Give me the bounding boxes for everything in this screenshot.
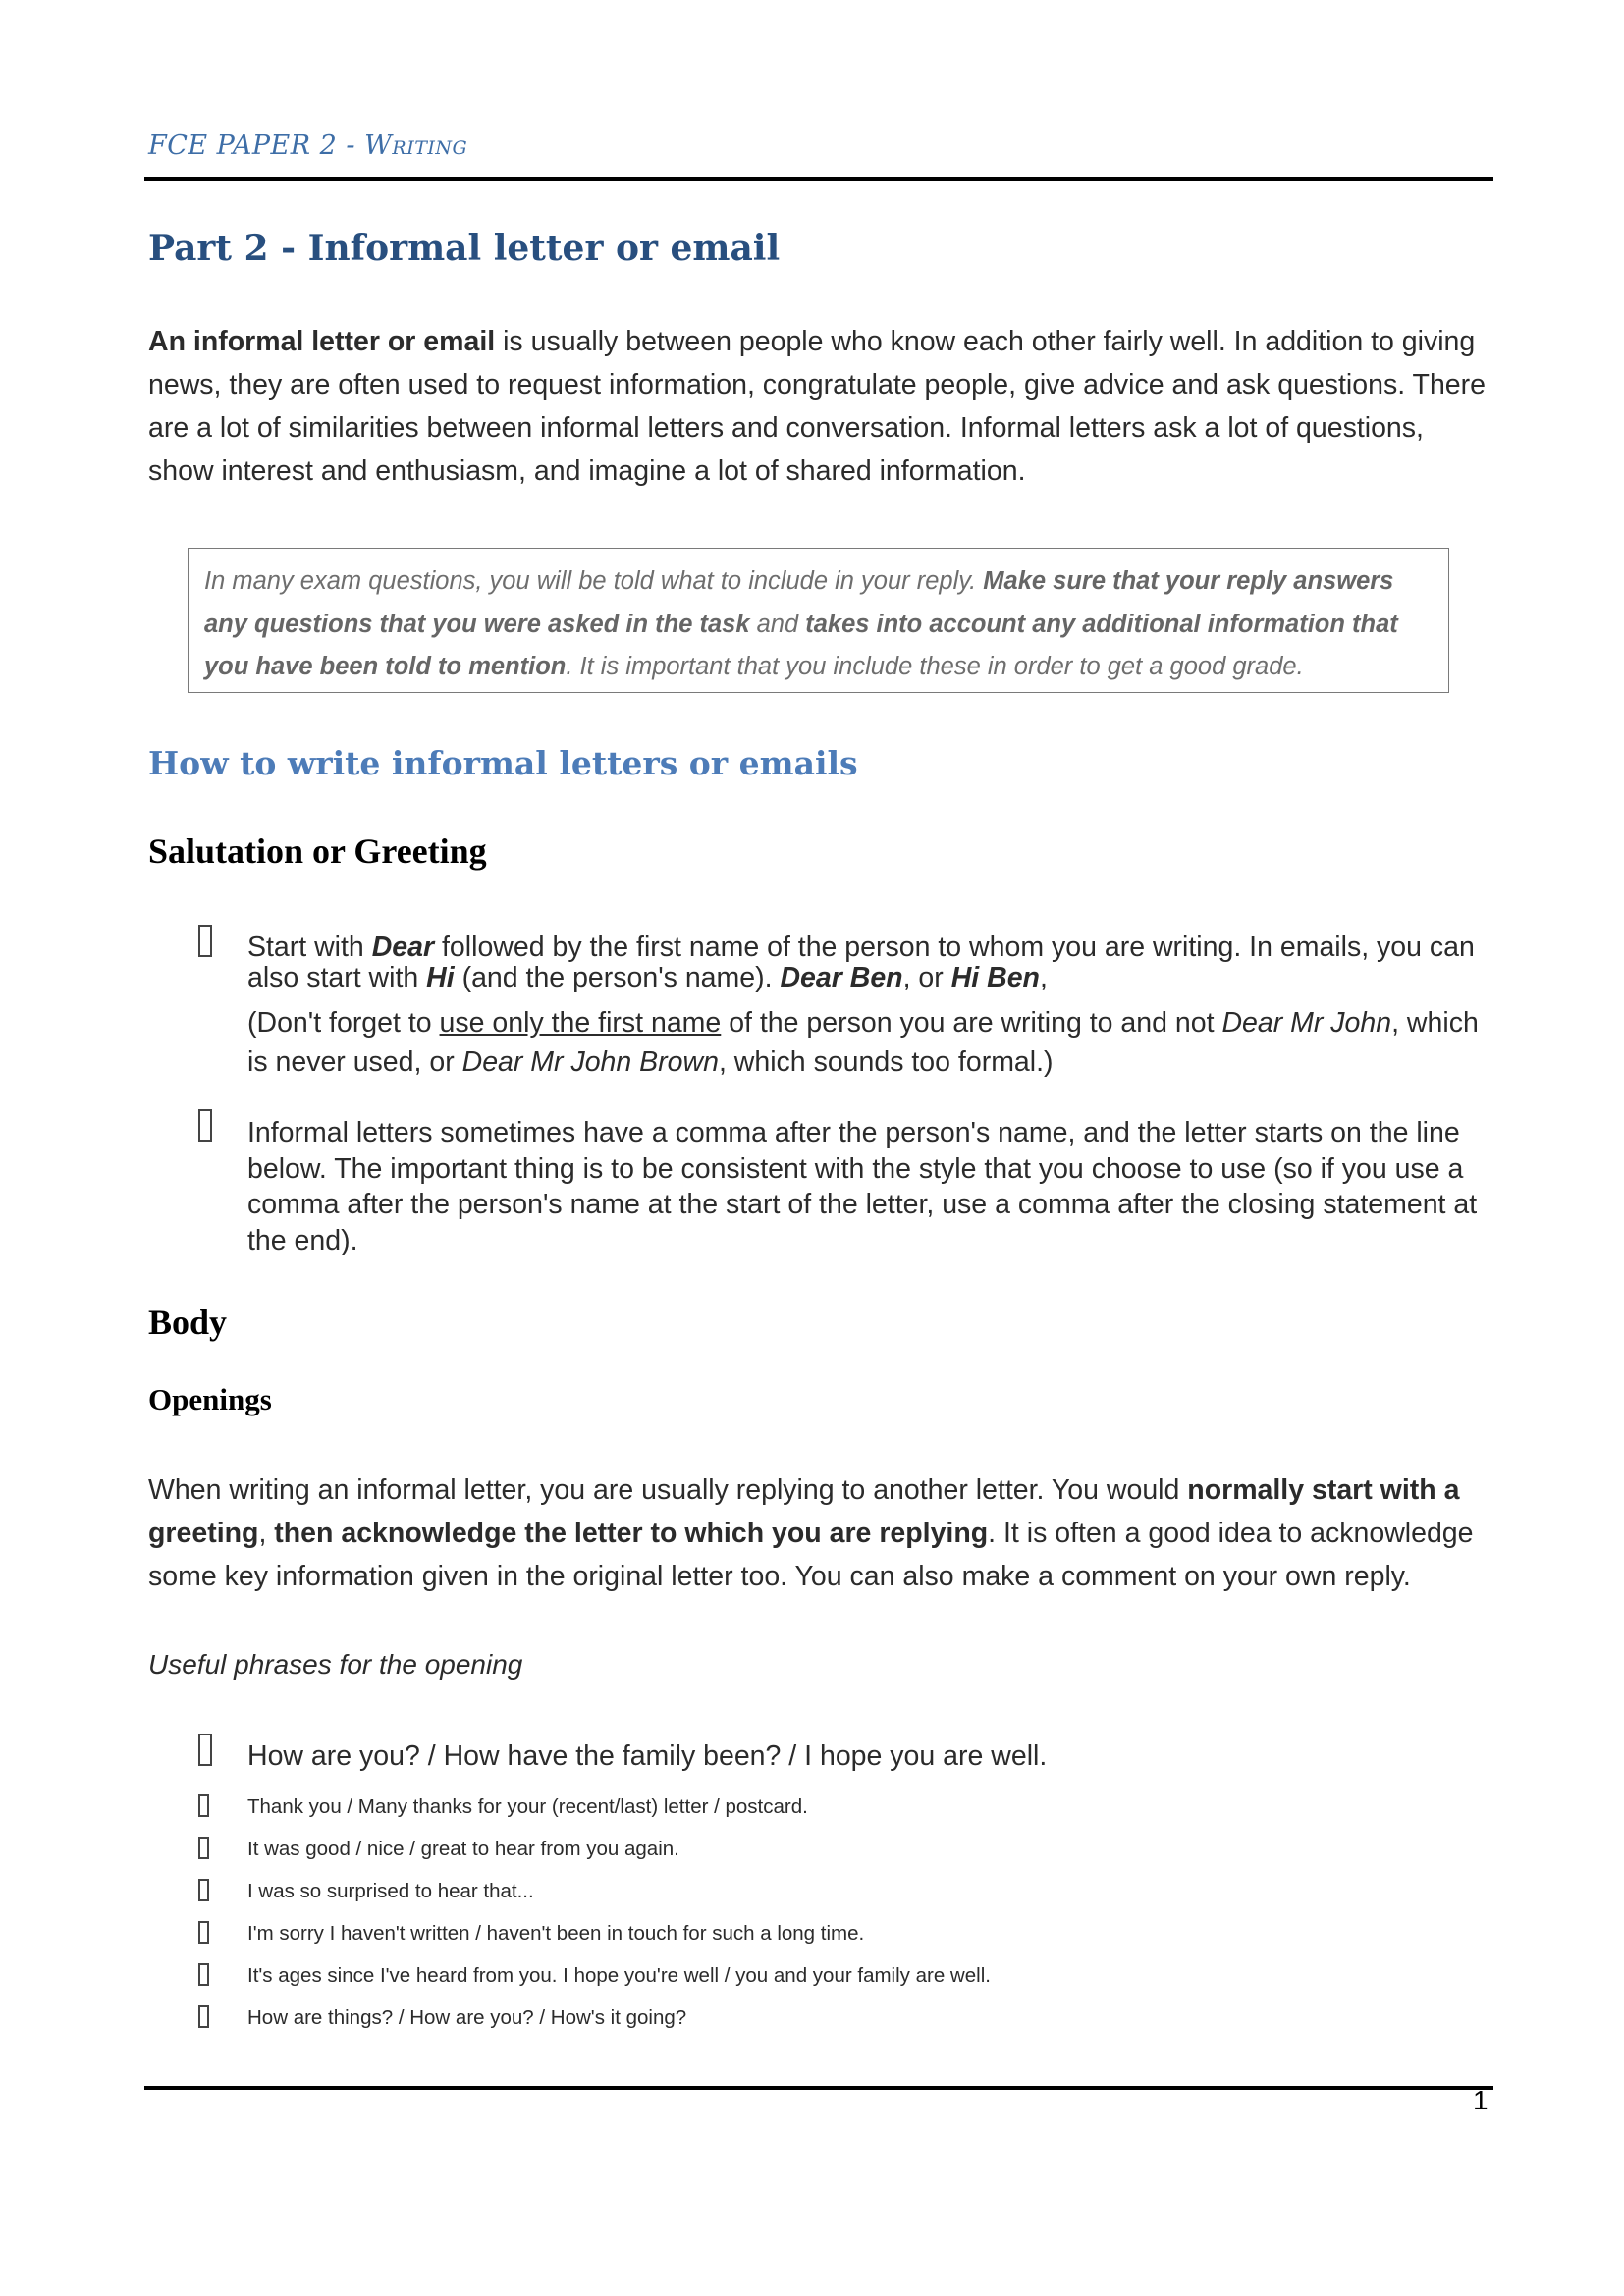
running-header xyxy=(148,131,467,161)
page-number: 1 xyxy=(1473,2085,1489,2115)
footer-rule xyxy=(144,2086,1493,2090)
bullet-box-icon xyxy=(198,925,212,957)
op-text-3: . It is often a good idea to acknowledge some key information given in the original letter too. You can also make a comment on your own reply. xyxy=(148,1518,1474,1592)
salutation-bullet-1 xyxy=(247,933,1492,993)
b1-hi-ben: Hi Ben xyxy=(950,962,1040,993)
body-heading: Body xyxy=(148,1303,228,1342)
b1-text-5: , xyxy=(1039,962,1048,993)
op-text-2: , xyxy=(258,1518,275,1549)
b1-text-4: , or xyxy=(902,962,951,993)
phrase-item: Thank you / Many thanks for your (recent/last) letter / postcard. xyxy=(247,1795,808,1818)
salutation-bullet-1-note xyxy=(247,1003,1492,1082)
phrase-item: It was good / nice / great to hear from you again. xyxy=(247,1838,679,1860)
b1-text-1: Start with xyxy=(247,932,372,963)
bullet-box-icon xyxy=(198,1921,209,1944)
bullet-box-icon xyxy=(198,1794,209,1817)
openings-subheading: Openings xyxy=(148,1382,272,1416)
b1n-text-3: , which is never used, or xyxy=(247,1007,1479,1078)
phrase-item: How are you? / How have the family been? / I hope you are well. xyxy=(247,1740,1048,1772)
b1n-italic-2: Dear Mr John Brown xyxy=(461,1046,719,1078)
header-rule xyxy=(144,177,1493,181)
b1n-text-1: (Don't forget to xyxy=(247,1007,440,1039)
bullet-box-icon xyxy=(198,1109,212,1142)
bullet-box-icon xyxy=(198,1734,212,1766)
exam-note-box xyxy=(188,548,1449,693)
salutation-bullet-2: Informal letters sometimes have a comma after the person's name, and the letter starts on the line below. The important thing is to be consistent with the style that you choose to use (so if you use a comma after the person's name at the start of the letter, use a comma after the closing statement at the end). xyxy=(247,1117,1478,1256)
bullet-box-icon xyxy=(198,1963,209,1986)
phrase-item: It's ages since I've heard from you. I hope you're well / you and your family are well. xyxy=(247,1964,991,1987)
op-bold-2: then acknowledge the letter to which you are replying xyxy=(274,1518,989,1549)
note-text-1: In many exam questions, you will be told what to include in your reply. xyxy=(204,567,984,595)
openings-paragraph xyxy=(148,1468,1493,1598)
b1-dear-ben: Dear Ben xyxy=(780,962,903,993)
note-bold-1: Make sure that your reply answers any questions that you were asked in the task xyxy=(204,567,1394,638)
b1-text-3: (and the person's name). xyxy=(454,962,781,993)
note-text-3: . It is important that you include these in order to get a good grade. xyxy=(566,653,1304,680)
phrase-item: I'm sorry I haven't written / haven't been in touch for such a long time. xyxy=(247,1922,865,1945)
b1n-italic-1: Dear Mr John xyxy=(1221,1007,1392,1039)
header-section: Writing xyxy=(364,131,468,161)
bullet-box-icon xyxy=(198,2005,209,2028)
op-bold-1: normally start with a greeting xyxy=(148,1474,1460,1549)
phrase-item: How are things? / How are you? / How's it going? xyxy=(247,2006,687,2029)
b1n-text-2: of the person you are writing to and not xyxy=(721,1007,1222,1039)
b1n-underline: use only the first name xyxy=(439,1007,722,1039)
b1n-text-4: , which sounds too formal.) xyxy=(718,1046,1054,1078)
header-prefix: FCE PAPER 2 - xyxy=(148,131,365,161)
b1-dear: Dear xyxy=(371,932,435,963)
salutation-heading: Salutation or Greeting xyxy=(148,831,487,871)
intro-paragraph xyxy=(148,320,1493,493)
how-to-heading: How to write informal letters or emails xyxy=(148,744,858,782)
phrase-item: I was so surprised to hear that... xyxy=(247,1880,534,1902)
page-title: Part 2 - Informal letter or email xyxy=(148,228,781,269)
b1-hi: Hi xyxy=(426,962,455,993)
useful-phrases-label: Useful phrases for the opening xyxy=(148,1649,523,1680)
op-text-1: When writing an informal letter, you are usually replying to another letter. You would xyxy=(148,1474,1188,1506)
intro-text: is usually between people who know each other fairly well. In addition to giving news, they are often used to request information, congratulate people, give advice and ask questions. There are a lot of similarities between informal letters and conversation. Informal letters ask a lot of questions, show interest and enthusiasm, and imagine a lot of shared information. xyxy=(148,326,1486,487)
b1-text-2: followed by the first name of the person to whom you are writing. In emails, you can also start with xyxy=(247,932,1475,993)
bullet-box-icon xyxy=(198,1879,209,1901)
bullet-box-icon xyxy=(198,1837,209,1859)
note-bold-2: takes into account any additional information that you have been told to mention xyxy=(204,610,1398,680)
intro-bold-lead: An informal letter or email xyxy=(148,326,496,357)
note-text-2: and xyxy=(749,610,806,638)
